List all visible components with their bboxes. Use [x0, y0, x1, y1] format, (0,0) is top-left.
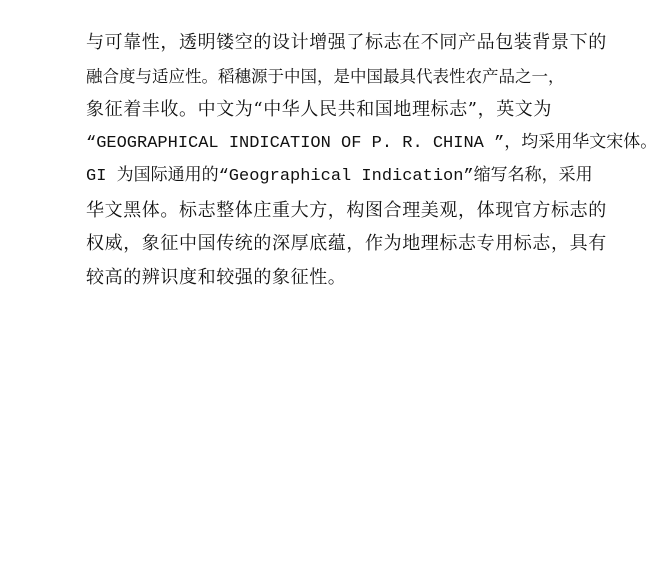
paragraph-line: GI 为国际通用的“Geographical Indication”缩写名称，采用 — [86, 167, 593, 186]
paragraph-line: 融合度与适应性。稻穗源于中国，是中国最具代表性农产品之一， — [86, 66, 565, 86]
paragraph-line: 华文黑体。标志整体庄重大方，构图合理美观，体现官方标志的 — [86, 199, 607, 221]
paragraph-line: 权威，象征中国传统的深厚底蕴，作为地理标志专用标志，具有 — [86, 233, 607, 254]
paragraph-line: 象征着丰收。中文为“中华人民共和国地理标志”，英文为 — [86, 99, 553, 120]
paragraph-line: 较高的辨识度和较强的象征性。 — [86, 266, 347, 288]
paragraph-line: 与可靠性，透明镂空的设计增强了标志在不同产品包装背景下的 — [86, 32, 607, 53]
body-paragraph — [86, 26, 658, 294]
paragraph-line: “GEOGRAPHICAL INDICATION OF P. R. CHINA ”，均采用华文宋体。 — [86, 133, 658, 153]
